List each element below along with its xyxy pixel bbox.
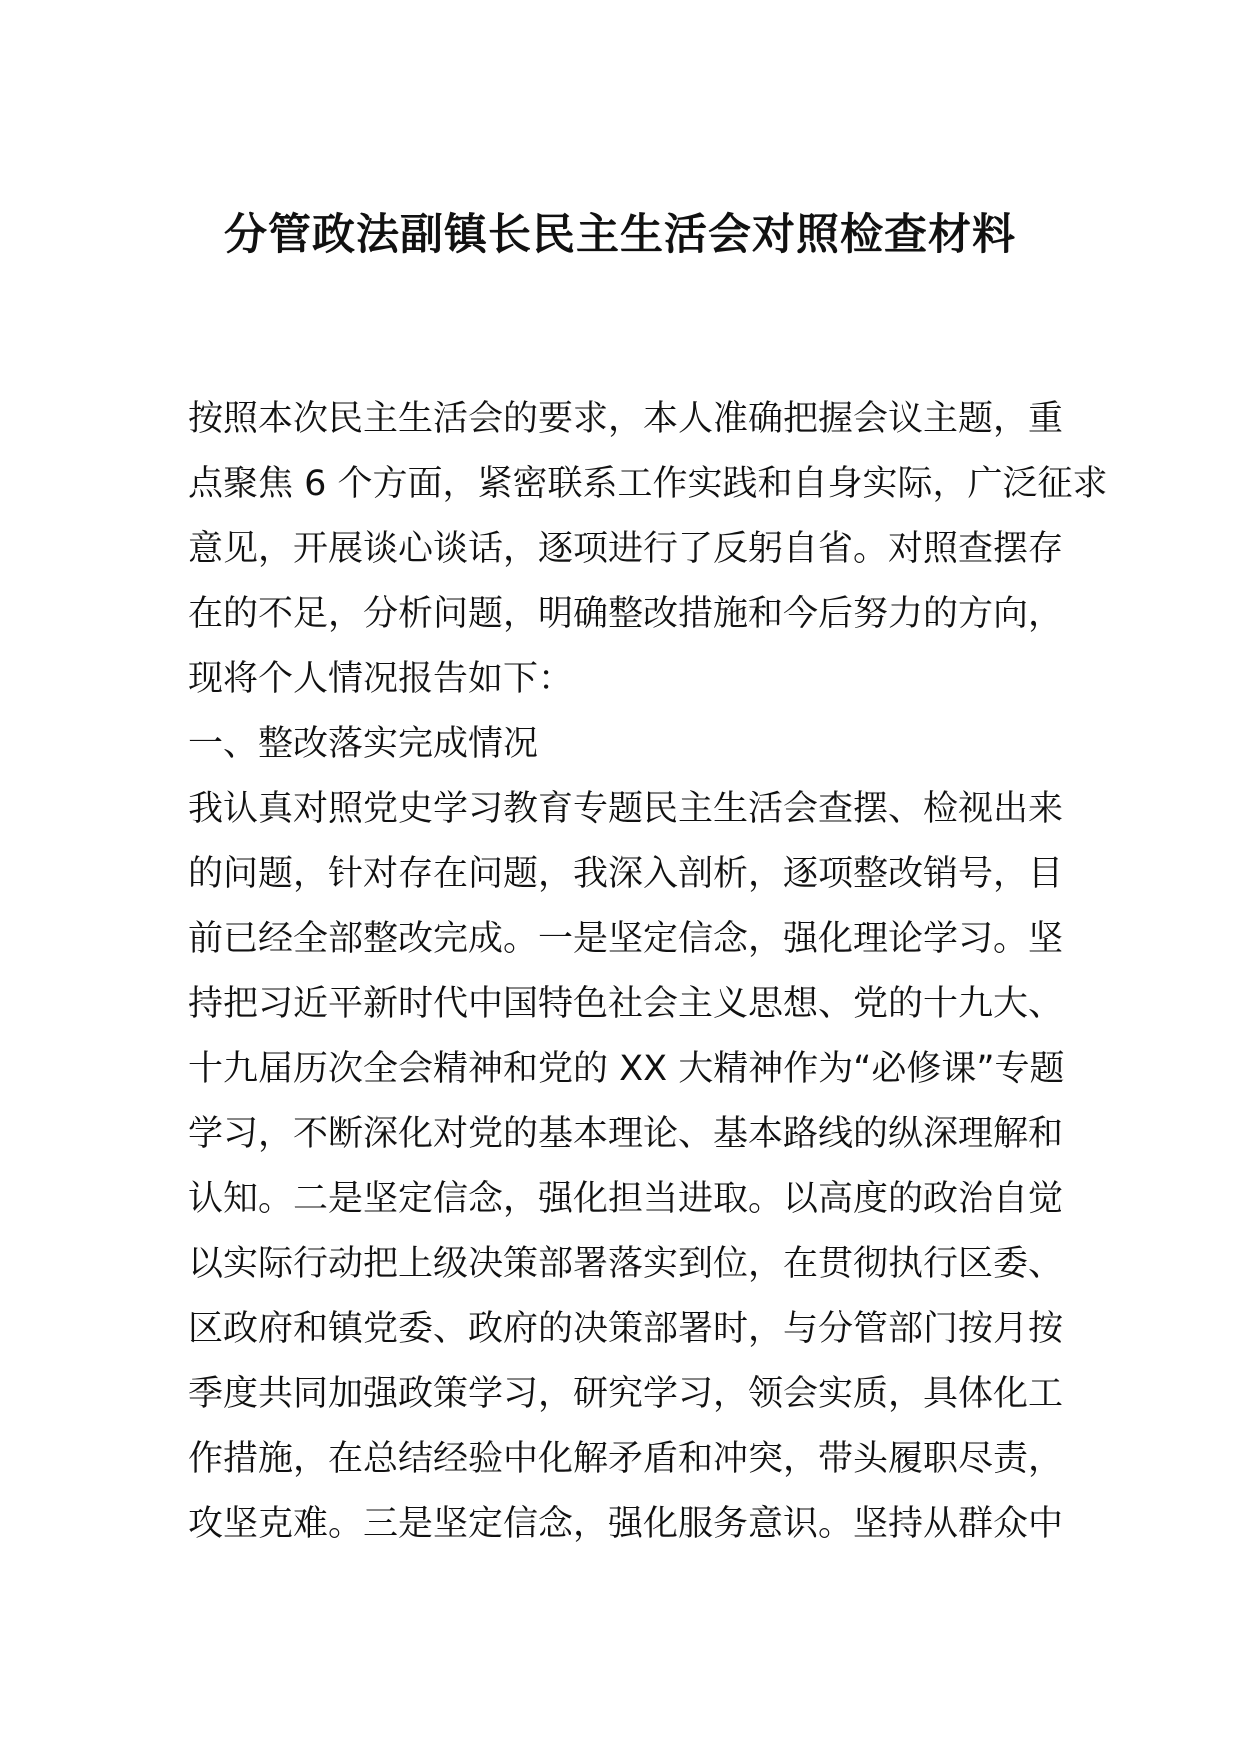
- body-line: 点聚焦 6 个方面，紧密联系工作实践和自身实际，广泛征求: [188, 464, 1108, 504]
- body-line: 认知。二是坚定信念，强化担当进取。以高度的政治自觉: [188, 1179, 1064, 1219]
- body-line: 按照本次民主生活会的要求，本人准确把握会议主题，重: [188, 399, 1064, 439]
- body-line: 十九届历次全会精神和党的 XX 大精神作为“必修课”专题: [188, 1049, 1065, 1089]
- body-line: 前已经全部整改完成。一是坚定信念，强化理论学习。坚: [188, 919, 1064, 959]
- body-line: 学习，不断深化对党的基本理论、基本路线的纵深理解和: [188, 1114, 1064, 1154]
- body-line: 区政府和镇党委、政府的决策部署时，与分管部门按月按: [188, 1309, 1064, 1349]
- section-heading: 一、整改落实完成情况: [188, 724, 539, 764]
- body-line: 我认真对照党史学习教育专题民主生活会查摆、检视出来: [188, 789, 1064, 829]
- document-title: 分管政法副镇长民主生活会对照检查材料: [224, 210, 1016, 260]
- body-line: 持把习近平新时代中国特色社会主义思想、党的十九大、: [188, 984, 1064, 1024]
- body-line: 在的不足，分析问题，明确整改措施和今后努力的方向，: [188, 594, 1064, 634]
- body-line: 季度共同加强政策学习，研究学习，领会实质，具体化工: [188, 1374, 1064, 1414]
- document-body: [188, 387, 1108, 1557]
- body-line: 现将个人情况报告如下：: [188, 659, 574, 699]
- body-line: 攻坚克难。三是坚定信念，强化服务意识。坚持从群众中: [188, 1504, 1064, 1544]
- body-line: 意见，开展谈心谈话，逐项进行了反躬自省。对照查摆存: [188, 529, 1064, 569]
- body-line: 作措施，在总结经验中化解矛盾和冲突，带头履职尽责，: [188, 1439, 1064, 1479]
- body-line: 以实际行动把上级决策部署落实到位，在贯彻执行区委、: [188, 1244, 1064, 1284]
- body-line: 的问题，针对存在问题，我深入剖析，逐项整改销号，目: [188, 854, 1064, 894]
